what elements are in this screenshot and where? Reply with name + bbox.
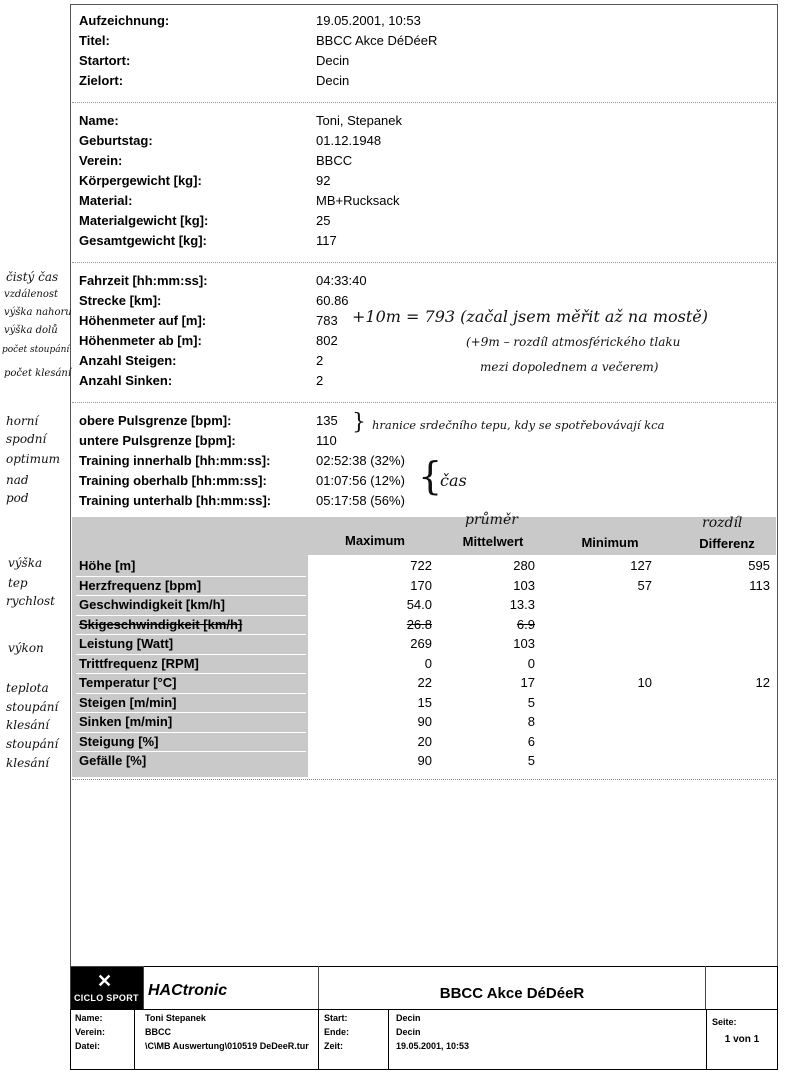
label-lower-pulse: untere Pulsgrenze [bpm]:	[79, 433, 236, 448]
stats-cell-avg: 8	[527, 714, 535, 729]
stats-row-label: Herzfrequenz [bpm]	[79, 577, 202, 593]
stats-row-label: Gefälle [%]	[79, 753, 147, 768]
row-divider	[76, 654, 306, 655]
divider	[70, 1009, 778, 1010]
stats-row-label: Höhe [m]	[79, 558, 136, 573]
divider	[134, 1009, 135, 1070]
stats-cell-diff: 12	[755, 675, 770, 690]
stats-cell-max: 26.8	[406, 616, 432, 632]
note-pulse-limits: hranice srdečního tepu, kdy se spotřebovávají kca	[372, 418, 665, 432]
value-altitude-down: 802	[316, 333, 338, 348]
label-ride-time: Fahrzeit [hh:mm:ss]:	[79, 273, 208, 288]
note-optimum: optimum	[6, 452, 61, 466]
note-pulse: tep	[8, 576, 28, 590]
note-sink-rate: klesání	[6, 718, 50, 732]
brand-name: CICLO SPORT	[74, 993, 139, 1003]
note-average: průměr	[465, 512, 518, 528]
stats-cell-min: 10	[637, 675, 652, 690]
stats-row-label: Geschwindigkeit [km/h]	[79, 597, 225, 612]
row-divider	[76, 693, 306, 694]
stats-row-label: Sinken [m/min]	[79, 714, 173, 729]
label-distance: Strecke [km]:	[79, 293, 162, 308]
label-total-weight: Gesamtgewicht [kg]:	[79, 233, 207, 248]
value-destination: Decin	[316, 73, 350, 88]
value-material-weight: 25	[316, 213, 331, 228]
divider	[706, 1009, 707, 1070]
note-ride-time: čistý čas	[6, 270, 59, 284]
stats-cell-max: 15	[417, 694, 432, 710]
stats-cell-min: 127	[630, 558, 652, 573]
note-temperature: teplota	[6, 681, 49, 695]
divider	[72, 402, 776, 403]
stats-cell-max: 90	[417, 714, 432, 729]
stats-cell-min: 57	[637, 577, 652, 593]
note-descents: počet klesání	[4, 368, 72, 379]
value-ride-time: 04:33:40	[316, 273, 367, 288]
footer-start-value: Decin	[396, 1013, 421, 1023]
label-training-above: Training oberhalb [hh:mm:ss]:	[79, 473, 267, 488]
note-slope: klesání	[6, 756, 50, 770]
stats-cell-avg: 6	[527, 733, 535, 749]
footer-end-label: Ende:	[324, 1027, 350, 1037]
stats-row-label: Trittfrequenz [RPM]	[79, 655, 199, 671]
label-descents: Anzahl Sinken:	[79, 373, 173, 388]
row-divider	[76, 576, 306, 577]
footer-start-label: Start:	[324, 1013, 348, 1023]
stats-row-label: Steigen [m/min]	[79, 694, 177, 710]
header-minimum: Minimum	[581, 535, 639, 550]
note-pressure: (+9m – rozdíl atmosférického tlaku	[466, 335, 681, 349]
stats-cell-avg: 0	[527, 655, 535, 671]
footer-end-value: Decin	[396, 1027, 421, 1037]
label-club: Verein:	[79, 153, 123, 168]
value-title: BBCC Akce DéDéeR	[316, 33, 438, 48]
stats-cell-avg: 5	[527, 694, 535, 710]
footer-page-label: Seite:	[712, 1017, 737, 1027]
label-upper-pulse: obere Pulsgrenze [bpm]:	[79, 413, 232, 428]
stats-cell-avg: 17	[520, 675, 535, 690]
footer-club-value: BBCC	[145, 1027, 171, 1037]
footer-time-value: 19.05.2001, 10:53	[396, 1041, 470, 1051]
footer-page-value: 1 von 1	[724, 1034, 760, 1045]
value-altitude-up: 783	[316, 313, 338, 328]
divider	[388, 1009, 389, 1070]
label-altitude-up: Höhenmeter auf [m]:	[79, 313, 207, 328]
note-lower: spodní	[6, 432, 47, 446]
value-club: BBCC	[316, 153, 353, 168]
label-altitude-down: Höhenmeter ab [m]:	[79, 333, 202, 348]
stats-cell-avg: 6.9	[516, 616, 535, 632]
header-difference: Differenz	[699, 536, 755, 551]
logo-icon: ✕	[97, 971, 113, 991]
value-lower-pulse: 110	[316, 433, 337, 448]
note-power: výkon	[8, 641, 44, 655]
label-destination: Zielort:	[79, 73, 124, 88]
stats-cell-avg: 13.3	[509, 597, 535, 612]
note-time: čas	[440, 471, 467, 490]
note-gradient: stoupání	[6, 737, 59, 751]
stats-cell-max: 722	[410, 558, 432, 573]
stats-cell-max: 0	[424, 655, 432, 671]
label-material: Material:	[79, 193, 133, 208]
label-body-weight: Körpergewicht [kg]:	[79, 173, 202, 188]
stats-cell-max: 269	[410, 636, 432, 651]
value-recording: 19.05.2001, 10:53	[316, 13, 421, 28]
footer-title: BBCC Akce DéDéeR	[439, 985, 585, 1002]
footer-name-label: Name:	[75, 1013, 103, 1023]
value-total-weight: 117	[316, 233, 337, 248]
footer-club-label: Verein:	[75, 1027, 106, 1037]
note-distance: vzdálenost	[4, 289, 59, 300]
label-birthday: Geburtstag:	[79, 133, 153, 148]
value-name: Toni, Stepanek	[316, 113, 403, 128]
label-start: Startort:	[79, 53, 131, 68]
note-upper: horní	[6, 414, 39, 428]
stats-cell-diff: 595	[748, 558, 770, 573]
row-divider	[76, 751, 306, 752]
stats-cell-max: 90	[417, 753, 432, 768]
stats-cell-diff: 113	[749, 577, 770, 593]
note-difference: rozdíl	[702, 515, 743, 531]
row-divider	[76, 712, 306, 713]
stats-cell-avg: 280	[513, 558, 535, 573]
row-divider	[76, 673, 306, 674]
footer-file-value: \C\MB Auswertung\010519 DeDeeR.tur	[145, 1041, 309, 1051]
note-climbs: počet stoupání	[2, 345, 70, 355]
brace-icon: {	[418, 454, 443, 498]
stats-cell-max: 54.0	[406, 597, 432, 612]
label-training-below: Training unterhalb [hh:mm:ss]:	[79, 493, 272, 508]
note-altitude-correction: +10m = 793 (začal jsem měřit až na mostě)	[352, 307, 709, 326]
note-pressure-2: mezi dopolednem a večerem)	[480, 360, 659, 374]
label-climbs: Anzahl Steigen:	[79, 353, 177, 368]
stats-cell-max: 20	[417, 733, 432, 749]
divider	[72, 779, 776, 780]
brace-icon: }	[352, 410, 366, 435]
row-divider	[76, 634, 306, 635]
label-title: Titel:	[79, 33, 110, 48]
stats-cell-max: 22	[417, 675, 432, 690]
value-climbs: 2	[316, 353, 324, 368]
stats-cell-avg: 103	[513, 577, 535, 593]
label-training-within: Training innerhalb [hh:mm:ss]:	[79, 453, 271, 468]
divider	[318, 1009, 319, 1070]
divider	[72, 102, 776, 103]
row-divider	[76, 595, 306, 596]
label-name: Name:	[79, 113, 119, 128]
product-name: HACtronic	[148, 982, 228, 999]
note-speed: rychlost	[6, 594, 56, 608]
note-below: pod	[6, 491, 29, 505]
note-above: nad	[6, 473, 29, 487]
logo-box	[70, 966, 144, 1010]
value-birthday: 01.12.1948	[316, 133, 382, 148]
header-maximum: Maximum	[345, 533, 405, 548]
label-material-weight: Materialgewicht [kg]:	[79, 213, 209, 228]
row-divider	[76, 615, 306, 616]
row-divider	[76, 732, 306, 733]
stats-row-label: Leistung [Watt]	[79, 636, 174, 651]
value-start: Decin	[316, 53, 350, 68]
label-recording: Aufzeichnung:	[79, 13, 170, 28]
stats-row-label: Steigung [%]	[79, 733, 159, 749]
table-header-band	[72, 517, 776, 555]
divider	[72, 262, 776, 263]
header-average: Mittelwert	[462, 534, 524, 549]
value-training-within: 02:52:38 (32%)	[316, 453, 405, 468]
footer-file-label: Datei:	[75, 1041, 101, 1051]
note-height: výška	[8, 556, 43, 570]
stats-row-label: Temperatur [°C]	[79, 675, 177, 690]
value-body-weight: 92	[316, 173, 331, 188]
footer-name-value: Toni Stepanek	[145, 1013, 206, 1023]
stats-cell-avg: 5	[527, 753, 535, 768]
value-material: MB+Rucksack	[316, 193, 400, 208]
stats-cell-avg: 103	[513, 636, 535, 651]
value-distance: 60.86	[316, 293, 349, 308]
footer-time-label: Zeit:	[324, 1041, 343, 1051]
value-training-below: 05:17:58 (56%)	[316, 493, 405, 508]
note-climb-rate: stoupání	[6, 700, 59, 714]
stats-row-label: Skigeschwindigkeit [km/h]	[79, 616, 243, 632]
value-descents: 2	[316, 373, 324, 388]
note-altitude-up: výška nahoru	[4, 307, 72, 318]
note-altitude-down: výška dolů	[4, 325, 58, 336]
stats-cell-max: 170	[410, 577, 432, 593]
value-training-above: 01:07:56 (12%)	[316, 473, 405, 488]
value-upper-pulse: 135	[316, 413, 338, 428]
